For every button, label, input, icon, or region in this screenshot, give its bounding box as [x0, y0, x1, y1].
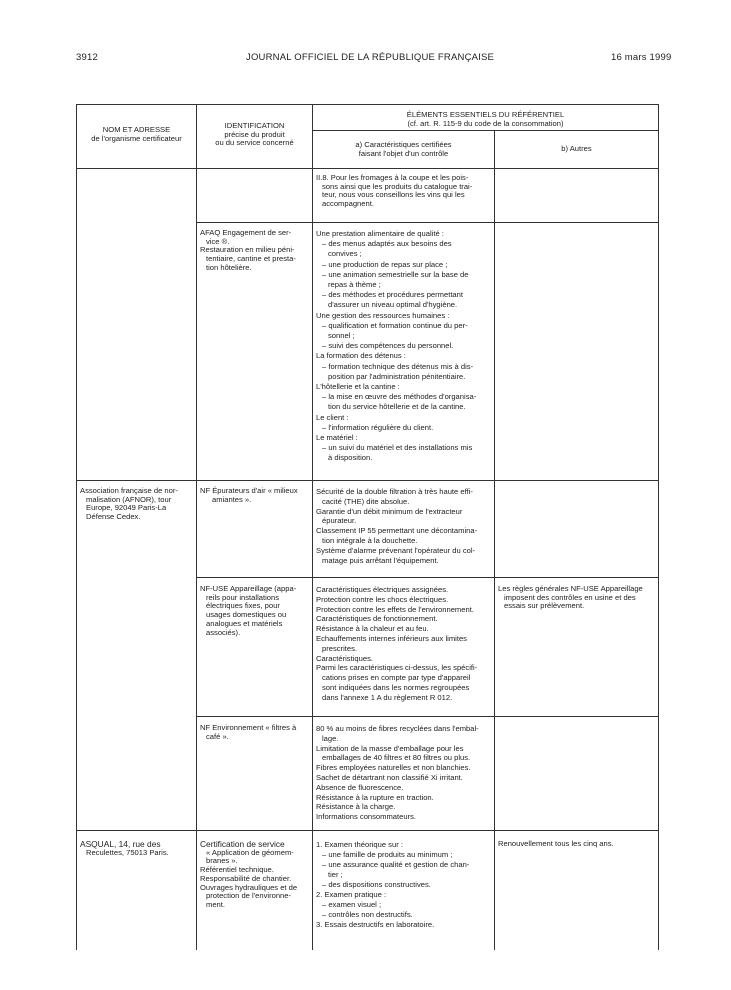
- column-divider-3: [494, 130, 495, 950]
- header-org-line: NOM ET ADRESSE: [102, 125, 171, 134]
- text-line: à disposition.: [328, 453, 373, 463]
- text-line: Europe, 92049 Paris-La: [86, 503, 167, 513]
- header-elements-line: (cf. art. R. 115-9 du code de la consommation): [407, 118, 564, 128]
- text-line: Reculettes, 75013 Paris.: [86, 847, 169, 857]
- text-line: Protection contre les chocs électriques.: [316, 594, 449, 604]
- text-line: ment.: [206, 899, 225, 909]
- text-line: matage puis arrêtant l'équipement.: [322, 555, 439, 565]
- text-line: protection de l'environne-: [206, 891, 292, 901]
- text-line: Protection contre les effets de l'environnement.: [316, 604, 474, 614]
- text-line: 80 % au moins de fibres recyclées dans l'embal-: [316, 724, 479, 733]
- text-line: amiantes ».: [212, 494, 252, 504]
- text-line: sonnel ;: [328, 331, 355, 341]
- text-line: lage.: [322, 733, 339, 743]
- text-line: Echauffements internes inférieurs aux limites: [316, 633, 467, 643]
- text-line: analogues et matériels: [206, 618, 283, 628]
- row3-caracteristiques: [316, 585, 492, 703]
- text-line: Garantie d'un débit minimum de l'extracteur: [316, 506, 463, 516]
- text-line: café ».: [206, 731, 229, 741]
- text-line: NF-USE Appareillage (appa-: [200, 584, 297, 593]
- header-bottom-rule: [76, 168, 658, 169]
- text-line: Le matériel :: [316, 433, 358, 443]
- row5-autres: [498, 840, 656, 849]
- text-line: branes ».: [206, 856, 238, 866]
- text-line: – qualification et formation continue du per-: [322, 320, 468, 330]
- text-line: ASQUAL, 14, rue des: [80, 839, 161, 849]
- group-header-rule: [312, 130, 658, 131]
- text-line: usages domestiques ou: [206, 610, 287, 620]
- text-line: Restauration en milieu péni-: [200, 245, 295, 255]
- text-line: accompagnent.: [322, 199, 374, 209]
- text-line: La formation des détenus :: [316, 351, 406, 361]
- text-line: Ouvrages hydrauliques et de: [200, 882, 298, 892]
- text-line: d'assurer un niveau optimal d'hygiène.: [328, 300, 458, 310]
- header-ident-line: ou du service concerné: [215, 138, 294, 148]
- text-line: Les règles générales NF-USE Appareillage: [498, 584, 643, 593]
- text-line: – une production de repas sur place ;: [322, 259, 448, 269]
- row5-identification: [200, 840, 310, 910]
- table-top-border: [76, 104, 658, 105]
- text-line: Le client :: [316, 412, 349, 422]
- header-elements-line: ÉLÉMENTS ESSENTIELS DU RÉFÉRENTIEL: [406, 110, 565, 119]
- header-ident-line: IDENTIFICATION: [224, 121, 285, 130]
- text-line: – examen visuel ;: [322, 900, 382, 909]
- text-line: Résistance à la chaleur et au feu.: [316, 624, 429, 634]
- text-line: – un suivi du matériel et des installations mis: [322, 443, 473, 453]
- column-divider-2: [312, 104, 313, 950]
- header-caracteristiques: [313, 141, 494, 158]
- text-line: – des menus adaptés aux besoins des: [322, 239, 452, 249]
- header-caract-line: a) Caractéristiques certifiées: [355, 140, 452, 149]
- text-line: Limitation de la masse d'emballage pour les: [316, 743, 464, 753]
- row4-caracteristiques: [316, 724, 492, 822]
- text-line: Sécurité de la double filtration à très haute effi-: [316, 487, 473, 496]
- text-line: L'hôtellerie et la cantine :: [316, 382, 400, 392]
- text-line: sont indiquées dans les normes regroupées: [322, 682, 470, 692]
- text-line: – l'information régulière du client.: [322, 422, 434, 432]
- text-line: tier ;: [328, 870, 343, 879]
- text-line: Association française de nor-: [80, 486, 178, 495]
- text-line: Caractéristiques de fonctionnement.: [316, 614, 438, 624]
- journal-title: JOURNAL OFFICIEL DE LA RÉPUBLIQUE FRANÇAISE: [246, 52, 495, 63]
- text-line: II.8. Pour les fromages à la coupe et les pois-: [316, 173, 469, 182]
- row0-caracteristiques: [316, 174, 492, 209]
- row5-organisme: [80, 840, 195, 857]
- text-line: Résistance à la rupture en traction.: [316, 792, 434, 802]
- header-org: [77, 126, 196, 143]
- text-line: Fibres employées naturelles et non blanchies.: [316, 763, 471, 773]
- publication-date: 16 mars 1999: [611, 52, 672, 63]
- text-line: repas à thème ;: [328, 280, 381, 290]
- row2-identification: [200, 487, 310, 504]
- text-line: NF Environnement « filtres à: [200, 723, 297, 732]
- text-line: Absence de fluorescence.: [316, 782, 404, 792]
- row-separator: [196, 222, 658, 223]
- row-separator: [196, 577, 658, 578]
- row1-identification: [200, 229, 310, 273]
- text-line: imposent des contrôles en usine et des: [504, 592, 636, 602]
- text-line: Caractéristiques.: [316, 653, 373, 663]
- text-line: tion hôtelière.: [206, 262, 252, 272]
- header-org-line: de l'organisme certificateur: [91, 133, 182, 143]
- text-line: – suivi des compétences du personnel.: [322, 341, 454, 351]
- text-line: reils pour installations: [206, 592, 280, 602]
- row5-caracteristiques: [316, 840, 492, 930]
- text-line: sons ainsi que les produits du catalogue trai-: [322, 181, 473, 191]
- header-ident-line: précise du produit: [224, 129, 285, 139]
- page-number: 3912: [76, 52, 98, 63]
- row4-identification: [200, 724, 310, 741]
- row-separator: [76, 830, 658, 831]
- text-line: Parmi les caractéristiques ci-dessus, les spécifi-: [316, 663, 478, 673]
- text-line: électriques fixes, pour: [206, 601, 280, 611]
- text-line: teur, nous vous conseillons les vins qui les: [322, 190, 465, 200]
- column-divider-1: [196, 104, 197, 950]
- text-line: prescrites.: [322, 643, 358, 653]
- text-line: Responsabilité de chantier.: [200, 873, 292, 883]
- text-line: Renouvellement tous les cinq ans.: [498, 839, 614, 848]
- text-line: tion du service hôtellerie et de la cantine.: [328, 402, 466, 412]
- text-line: – des dispositions constructives.: [322, 880, 431, 889]
- table-right-border: [658, 104, 659, 950]
- text-line: Sachet de détartrant non classifié Xi irritant.: [316, 772, 463, 782]
- text-line: Système d'alarme prévenant l'opérateur du col-: [316, 545, 476, 555]
- text-line: associés).: [206, 627, 241, 637]
- text-line: – formation technique des détenus mis à dis-: [322, 361, 474, 371]
- text-line: « Application de géomem-: [206, 847, 294, 857]
- text-line: position par l'administration pénitentiaire.: [328, 371, 466, 381]
- text-line: – la mise en œuvre des méthodes d'organisa-: [322, 392, 477, 402]
- text-line: Certification de service: [200, 839, 285, 849]
- header-autres: b) Autres: [561, 144, 592, 153]
- text-line: emballages de 40 filtres et 80 filtres ou plus.: [322, 753, 471, 763]
- text-line: – une famille de produits au minimum ;: [322, 850, 453, 859]
- row-separator: [76, 480, 658, 481]
- text-line: AFAQ Engagement de ser-: [200, 228, 292, 237]
- text-line: Défense Cedex.: [86, 512, 141, 522]
- header-elements: [313, 111, 658, 128]
- header-identification: [197, 122, 312, 148]
- text-line: cacité (THE) dite absolue.: [322, 496, 410, 506]
- text-line: malisation (AFNOR), tour: [86, 494, 172, 504]
- text-line: – contrôles non destructifs.: [322, 910, 413, 919]
- text-line: – une animation semestrielle sur la base de: [322, 269, 469, 279]
- text-line: 2. Examen pratique :: [316, 890, 387, 899]
- text-line: convives ;: [328, 249, 362, 259]
- text-line: dans l'annexe 1 A du règlement R 012.: [322, 692, 453, 702]
- row2-organisme: [80, 487, 195, 522]
- row-separator: [196, 716, 658, 717]
- text-line: 1. Examen théorique sur :: [316, 840, 403, 849]
- text-line: NF Épurateurs d'air « milieux: [200, 486, 298, 495]
- header-caract-line: faisant l'objet d'un contrôle: [358, 148, 449, 158]
- row2-caracteristiques: [316, 487, 492, 565]
- row1-caracteristiques: [316, 229, 492, 464]
- text-line: Classement IP 55 permettant une décontamina-: [316, 526, 478, 536]
- text-line: cations prises en compte par type d'appareil: [322, 673, 471, 683]
- text-line: vice ®.: [206, 236, 230, 246]
- text-line: Résistance à la charge.: [316, 802, 396, 812]
- text-line: tentiaire, cantine et presta-: [206, 254, 296, 264]
- text-line: tion intégrale à la douchette.: [322, 535, 418, 545]
- text-line: Une gestion des ressources humaines :: [316, 310, 450, 320]
- row3-identification: [200, 585, 310, 637]
- table-left-border: [76, 104, 77, 950]
- text-line: Informations consommateurs.: [316, 812, 417, 822]
- text-line: Une prestation alimentaire de qualité :: [316, 229, 444, 238]
- text-line: Caractéristiques électriques assignées.: [316, 585, 449, 594]
- text-line: essais sur prélèvement.: [504, 601, 585, 611]
- text-line: épurateur.: [322, 516, 357, 526]
- text-line: – des méthodes et procédures permettant: [322, 290, 463, 300]
- text-line: Référentiel technique.: [200, 865, 274, 875]
- text-line: – une assurance qualité et gestion de chan-: [322, 860, 470, 869]
- text-line: 3. Essais destructifs en laboratoire.: [316, 920, 435, 929]
- row3-autres: [498, 585, 656, 611]
